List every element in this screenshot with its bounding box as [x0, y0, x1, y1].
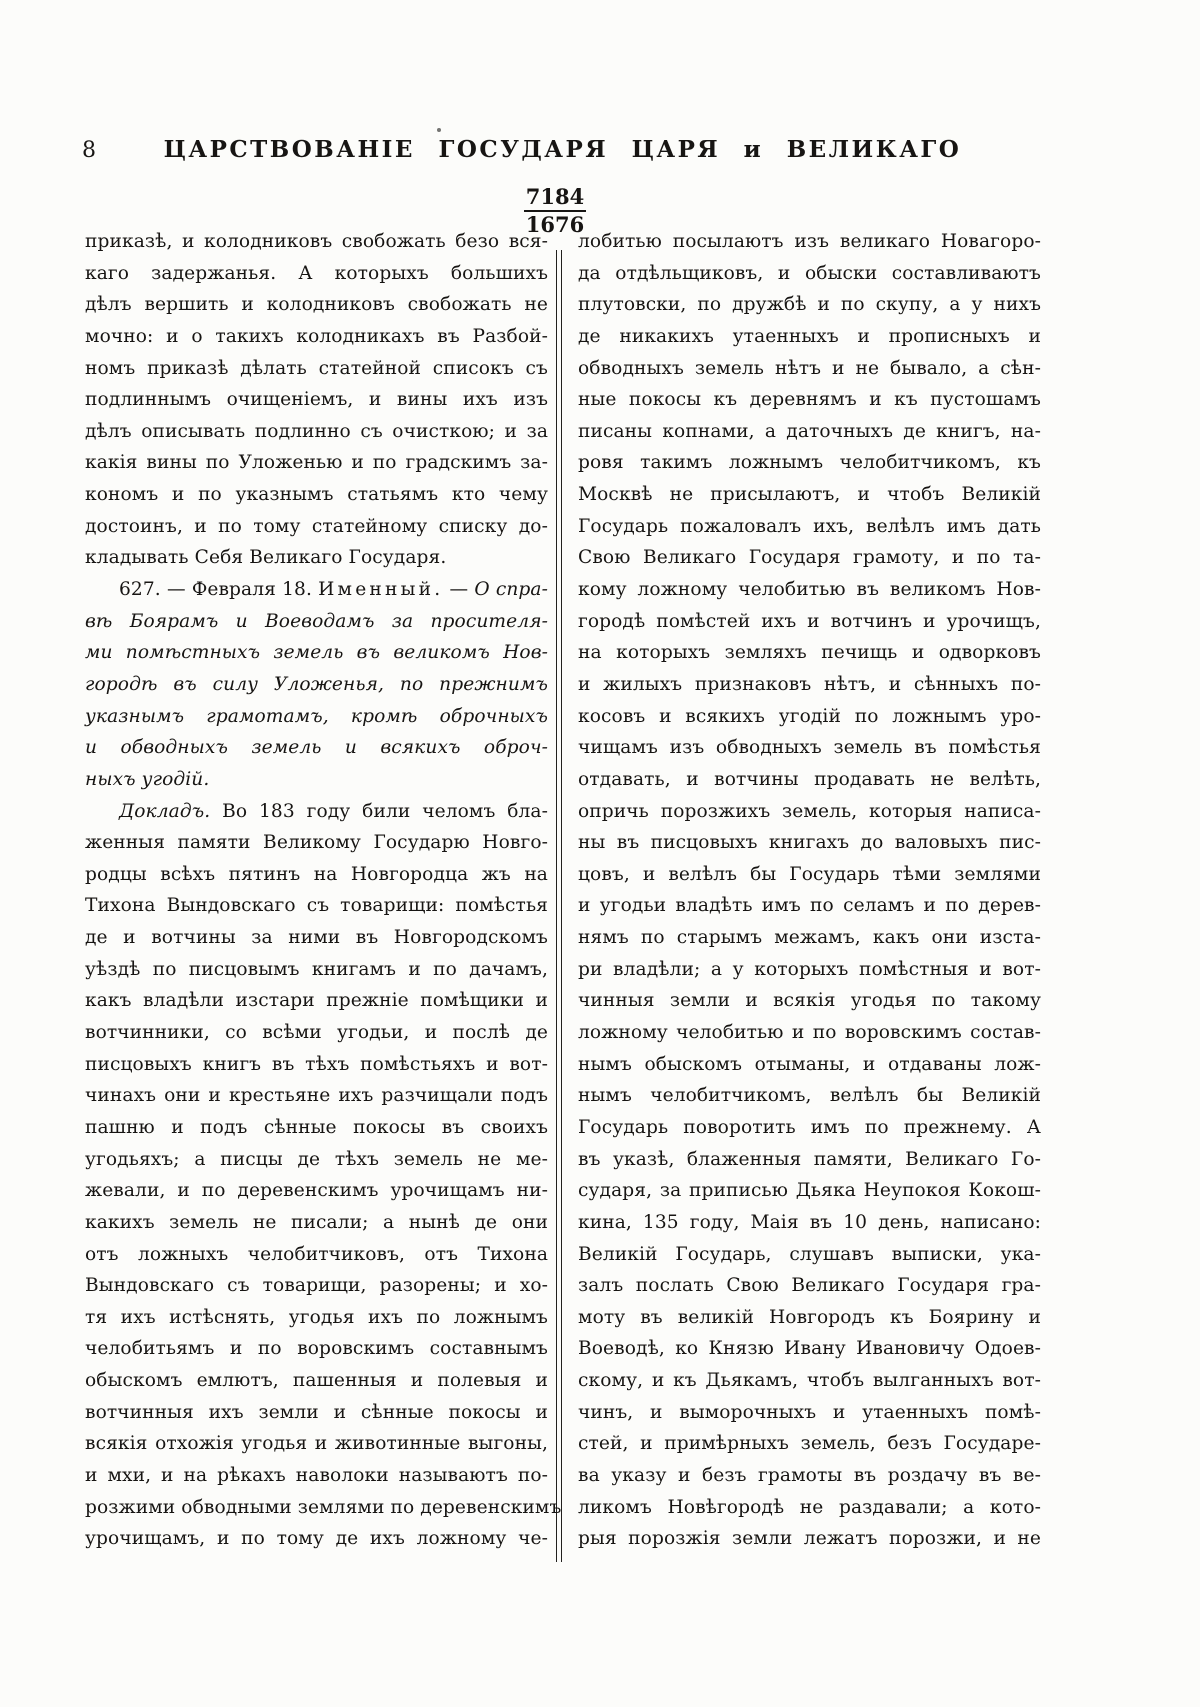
text-segment: городѣ въ силу Уложенья, по прежнимъ — [85, 673, 548, 695]
text-segment: лобитью посылаютъ изъ великаго Новагоро- — [578, 231, 1041, 252]
text-line — [578, 1523, 1041, 1555]
text-segment: рыя порозжія земли лежатъ порозжи, и не — [578, 1528, 1041, 1550]
text-line — [578, 669, 1041, 701]
text-line — [85, 1365, 548, 1397]
text-segment: Вындовскаго съ товарищи, разорены; и хо- — [85, 1275, 548, 1297]
text-segment: Именный. — [318, 579, 444, 601]
text-line — [85, 1302, 548, 1334]
text-segment: Воеводѣ, ко Князю Ивану Ивановичу Одоев- — [578, 1338, 1041, 1360]
running-title: ЦАРСТВОВАНІЕ ГОСУДАРЯ ЦАРЯ и ВЕЛИКАГО — [163, 136, 962, 163]
text-line — [85, 1428, 548, 1460]
text-line — [578, 985, 1041, 1017]
text-line — [85, 1523, 548, 1555]
text-segment: Тихона Вындовскаго съ товарищи: помѣстья — [85, 895, 548, 917]
text-segment: приказѣ, и колодниковъ свобожать безо вся- — [85, 231, 548, 252]
text-segment: ныхъ угодій. — [85, 768, 210, 790]
text-line — [578, 384, 1041, 416]
text-line — [578, 954, 1041, 986]
text-column-left — [85, 226, 562, 1555]
text-segment: Во 183 году били челомъ бла- — [210, 800, 548, 822]
text-line — [578, 511, 1041, 543]
text-line — [578, 542, 1041, 574]
text-line — [578, 1397, 1041, 1429]
text-segment: указнымъ грамотамъ, кромѣ оброчныхъ — [85, 705, 548, 727]
text-segment: кономъ и по указнымъ статьямъ кто чему — [85, 484, 548, 506]
text-line — [85, 1112, 548, 1144]
text-line — [578, 1365, 1041, 1397]
text-line — [85, 764, 548, 796]
text-segment: нымъ обыскомъ отыманы, и отдаваны лож- — [578, 1053, 1041, 1075]
text-segment: кому ложному челобитью въ великомъ Нов- — [578, 579, 1041, 601]
text-segment: Государь пожаловалъ ихъ, велѣлъ имъ дать — [578, 515, 1041, 537]
text-segment: подлиннымъ очищеніемъ, и вины ихъ изъ — [85, 389, 548, 411]
text-line — [578, 416, 1041, 448]
text-line — [578, 258, 1041, 290]
text-segment: ны въ писцовыхъ книгахъ до валовыхъ пис- — [578, 832, 1041, 854]
text-segment: сударя, за приписью Дьяка Неупокоя Кокош- — [578, 1180, 1041, 1202]
text-segment: нымъ челобитчикомъ, велѣлъ бы Великій — [578, 1085, 1041, 1107]
text-line — [85, 701, 548, 733]
text-segment: ные покосы къ деревнямъ и къ пустошамъ — [578, 389, 1041, 411]
text-line — [85, 321, 548, 353]
text-line — [578, 859, 1041, 891]
text-segment: Великій Государь, слушавъ выписки, ука- — [578, 1243, 1041, 1265]
text-line — [578, 321, 1041, 353]
text-line — [578, 890, 1041, 922]
text-segment: въ указѣ, блаженныя памяти, Великаго Го- — [578, 1148, 1041, 1170]
text-line — [578, 606, 1041, 638]
text-segment: достоинъ, и по тому статейному списку до- — [85, 515, 548, 537]
text-line — [85, 732, 548, 764]
text-line — [578, 637, 1041, 669]
text-segment: мочно: и о такихъ колодникахъ въ Разбой- — [85, 325, 548, 347]
text-segment: да отдѣльщиковъ, и обыски составливаютъ — [578, 262, 1041, 284]
text-line — [578, 701, 1041, 733]
text-segment: какъ владѣли изстари прежніе помѣщики и — [85, 990, 548, 1012]
text-line — [578, 1492, 1041, 1524]
text-segment: пашню и подъ сѣнные покосы въ своихъ — [85, 1116, 548, 1138]
text-line — [578, 796, 1041, 828]
text-line — [85, 258, 548, 290]
text-line — [578, 353, 1041, 385]
text-segment: косовъ и всякихъ угодій по ложнымъ уро- — [578, 705, 1041, 727]
text-segment: ложному челобитью и по воровскимъ состав- — [578, 1022, 1041, 1044]
text-line — [85, 796, 548, 828]
text-line — [85, 1333, 548, 1365]
text-segment: дѣлъ описывать подлинно съ очисткою; и за — [85, 420, 548, 442]
text-segment: чищамъ изъ обводныхъ земель въ помѣстья — [578, 737, 1041, 759]
text-line — [578, 764, 1041, 796]
text-line — [85, 1144, 548, 1176]
text-segment: залъ послать Свою Великаго Государя гра- — [578, 1275, 1041, 1297]
text-segment: моту въ великій Новгородъ къ Боярину и — [578, 1306, 1041, 1328]
text-segment: отдавать, и вотчины продавать не велѣть, — [578, 768, 1041, 790]
text-segment: номъ приказѣ дѣлать статейной списокъ съ — [85, 357, 548, 379]
text-line — [578, 1112, 1041, 1144]
text-segment: ри владѣли; а у которыхъ помѣстныя и вот- — [578, 958, 1041, 980]
text-segment: скому, и къ Дьякамъ, чтобъ вылганныхъ вот- — [578, 1370, 1041, 1392]
text-segment: ми помѣстныхъ земель въ великомъ Нов- — [85, 642, 548, 664]
text-line — [578, 1428, 1041, 1460]
text-segment: на которыхъ земляхъ печищь и одворковъ — [578, 642, 1041, 664]
text-segment: городѣ помѣстей ихъ и вотчинъ и урочищъ, — [578, 610, 1041, 632]
text-line — [85, 1270, 548, 1302]
text-segment: уѣздѣ по писцовымъ книгамъ и по дачамъ, — [85, 958, 548, 980]
text-segment: и мхи, и на рѣкахъ наволоки называютъ по- — [85, 1464, 548, 1486]
year-fraction-denominator: 1676 — [525, 212, 585, 237]
text-segment: вотчинники, со всѣми угодьи, и послѣ де — [85, 1022, 548, 1044]
text-segment: цовъ, и велѣлъ бы Государь тѣми землями — [578, 863, 1041, 885]
text-line — [85, 416, 548, 448]
text-segment: женныя памяти Великому Государю Новго- — [85, 832, 548, 854]
text-line — [85, 1460, 548, 1492]
text-line — [85, 637, 548, 669]
text-line — [578, 1333, 1041, 1365]
text-segment: всякія отхожія угодья и животинные выгоны, — [85, 1433, 548, 1455]
text-line — [85, 669, 548, 701]
text-line — [578, 1175, 1041, 1207]
text-segment: кина, 135 году, Маія въ 10 день, написано: — [578, 1211, 1041, 1233]
text-segment: О спра- — [474, 579, 548, 601]
text-segment: и жилыхъ признаковъ нѣтъ, и сѣнныхъ по- — [578, 673, 1041, 695]
column-divider-rule — [556, 250, 562, 1562]
text-segment: урочищамъ, и по тому де ихъ ложному че- — [85, 1528, 548, 1550]
text-segment: де никакихъ утаенныхъ и прописныхъ и — [578, 325, 1041, 347]
text-line — [85, 1049, 548, 1081]
text-segment: ровя такимъ ложнымъ челобитчикомъ, къ — [578, 452, 1041, 474]
text-line — [85, 1397, 548, 1429]
text-segment: — — [443, 579, 475, 601]
text-line — [85, 289, 548, 321]
text-segment: обыскомъ емлютъ, пашенныя и полевыя и — [85, 1370, 548, 1392]
text-line — [85, 511, 548, 543]
text-segment: чинъ, и выморочныхъ и утаенныхъ помѣ- — [578, 1401, 1041, 1423]
text-segment: Москвѣ не присылаютъ, и чтобъ Великій — [578, 484, 1041, 506]
text-line — [85, 574, 548, 606]
text-segment: челобитьямъ и по воровскимъ составнымъ — [85, 1338, 548, 1360]
text-line — [85, 1239, 548, 1271]
text-line — [85, 1492, 562, 1524]
text-line — [578, 1144, 1041, 1176]
text-segment: Свою Великаго Государя грамоту, и по та- — [578, 547, 1041, 569]
text-line — [85, 1207, 548, 1239]
text-column-right — [578, 226, 1041, 1555]
text-segment: обводныхъ земель нѣтъ и не бывало, а сѣн- — [578, 357, 1041, 379]
text-segment: жевали, и по деревенскимъ урочищамъ ни- — [85, 1180, 548, 1202]
text-line — [85, 353, 548, 385]
text-line — [85, 890, 548, 922]
text-line — [85, 542, 548, 574]
text-line — [85, 1080, 548, 1112]
text-segment: какія вины по Уложенью и по градскимъ за- — [85, 452, 548, 474]
text-segment: розжими обводными землями по деревенскимъ — [85, 1496, 562, 1518]
text-line — [578, 479, 1041, 511]
text-segment: писцовыхъ книгъ въ тѣхъ помѣстьяхъ и вот- — [85, 1053, 548, 1075]
text-segment: вотчинныя ихъ земли и сѣнные покосы и — [85, 1401, 548, 1423]
text-segment: кладывать Себя Великаго Государя. — [85, 547, 447, 569]
text-line — [85, 827, 548, 859]
text-segment: опричь порозжихъ земель, которыя написа- — [578, 800, 1041, 822]
text-line — [85, 922, 548, 954]
text-segment: дѣлъ вершить и колодниковъ свобожать не — [85, 294, 548, 316]
text-segment: де и вотчины за ними въ Новгородскомъ — [85, 927, 548, 949]
text-segment: тя ихъ истѣснять, угодья ихъ по ложнымъ — [85, 1306, 548, 1328]
text-line — [85, 447, 548, 479]
text-segment: чинныя земли и всякія угодья по такому — [578, 990, 1041, 1012]
text-line — [85, 1017, 548, 1049]
text-line — [85, 859, 548, 891]
text-segment: плутовски, по дружбѣ и по скупу, а у нихъ — [578, 294, 1041, 316]
text-line — [578, 922, 1041, 954]
text-line — [578, 1017, 1041, 1049]
text-segment: нямъ по старымъ межамъ, какъ они изста- — [578, 927, 1041, 949]
text-line — [578, 1239, 1041, 1271]
text-line — [85, 479, 548, 511]
text-segment: угодьяхъ; а писцы де тѣхъ земель не ме- — [85, 1148, 548, 1170]
text-segment: чинахъ они и крестьяне ихъ разчищали подъ — [85, 1085, 548, 1107]
text-line — [85, 606, 548, 638]
text-line — [578, 447, 1041, 479]
text-segment: каго задержанья. А которыхъ большихъ — [85, 262, 548, 284]
text-segment: и обводныхъ земель и всякихъ оброч- — [85, 737, 548, 759]
page-number: 8 — [82, 138, 96, 163]
text-line — [578, 1270, 1041, 1302]
text-line — [578, 1080, 1041, 1112]
text-line — [85, 954, 548, 986]
text-segment: какихъ земель не писали; а нынѣ де они — [85, 1211, 548, 1233]
text-segment: Государь поворотить имъ по прежнему. А — [578, 1116, 1041, 1138]
text-line — [578, 732, 1041, 764]
text-line — [578, 1049, 1041, 1081]
text-line — [578, 226, 1041, 258]
text-line — [578, 574, 1041, 606]
text-segment: и угодьи владѣть имъ по селамъ и по дерев- — [578, 895, 1041, 917]
text-line — [85, 226, 548, 258]
year-fraction-numerator: 7184 — [525, 184, 585, 209]
text-segment: 627. — Февраля 18. — [119, 579, 319, 601]
text-line — [85, 985, 548, 1017]
scan-speck — [437, 128, 441, 132]
text-segment: писаны копнами, а даточныхъ де книгъ, на- — [578, 420, 1041, 442]
text-segment: родцы всѣхъ пятинъ на Новгородца жъ на — [85, 863, 548, 885]
text-segment: стей, и примѣрныхъ земель, безъ Государе- — [578, 1433, 1041, 1455]
text-line — [85, 384, 548, 416]
text-line — [578, 1460, 1041, 1492]
text-line — [578, 827, 1041, 859]
text-segment: отъ ложныхъ челобитчиковъ, отъ Тихона — [85, 1243, 548, 1265]
text-segment: вѣ Боярамъ и Воеводамъ за просителя- — [85, 610, 548, 632]
text-line — [578, 1207, 1041, 1239]
text-line — [578, 289, 1041, 321]
text-segment: ликомъ Новѣгородѣ не раздавали; а кото- — [578, 1496, 1041, 1518]
text-line — [578, 1302, 1041, 1334]
text-segment: ва указу и безъ грамоты въ роздачу въ ве- — [578, 1464, 1041, 1486]
text-segment: Докладъ. — [119, 800, 211, 822]
text-line — [85, 1175, 548, 1207]
